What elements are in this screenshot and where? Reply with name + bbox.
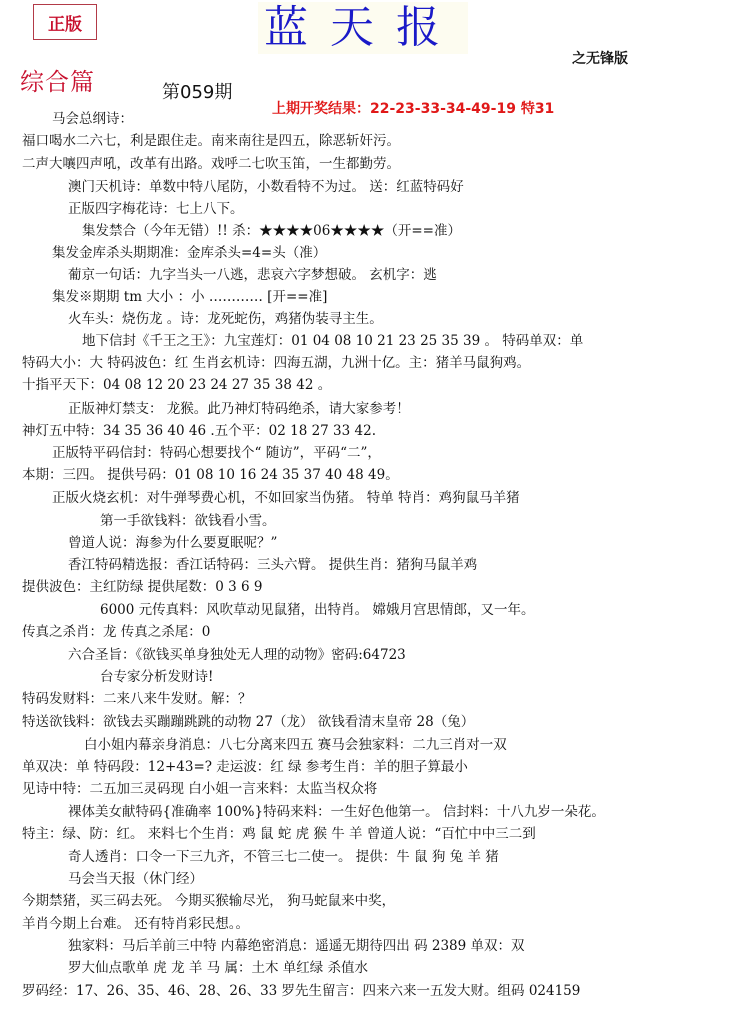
text-line: 白小姐内幕亲身消息：八七分离来四五 赛马会独家料：二九三肖对一双 bbox=[84, 737, 507, 753]
text-line: 正版火烧玄机：对牛弹琴费心机，不如回家当伪猪。 特单 特肖：鸡狗鼠马羊猪 bbox=[52, 490, 520, 506]
text-line: 本期：三四。 提供号码：01 08 10 16 24 35 37 40 48 49。 bbox=[22, 467, 399, 483]
section-title: 综合篇 bbox=[20, 68, 95, 96]
text-line: 神灯五中特：34 35 36 40 46 .五个平：02 18 27 33 42. bbox=[22, 423, 376, 439]
text-line: 正版特平码信封：特码心想要找个“ 随访”，平码“二”， bbox=[52, 445, 381, 461]
last-draw-result: 上期开奖结果：22-23-33-34-49-19 特31 bbox=[272, 101, 555, 117]
text-line: 二声大嚷四声吼，改革有出路。戏呼二七吹玉笛，一生都勤劳。 bbox=[22, 156, 400, 172]
text-line: 羊肖今期上台难。 还有特肖彩民想。。 bbox=[22, 916, 250, 932]
text-line: 单双决：单 特码段：12+43=? 走运波：红 绿 参考生肖：羊的胆子算最小 bbox=[22, 759, 468, 775]
text-line: 葡京一句话：九字当头一八逃，悲哀六字梦想破。 玄机字：逃 bbox=[68, 267, 437, 283]
text-line: 地下信封《千王之王》：九宝莲灯：01 04 08 10 21 23 25 35 39 。 特码单双：单 bbox=[82, 333, 584, 349]
text-line: 特码大小：大 特码波色：红 生肖玄机诗：四海五湖，九洲十亿。主：猪羊马鼠狗鸡。 bbox=[22, 355, 531, 371]
text-line: 马会总纲诗： bbox=[52, 111, 133, 127]
text-line: 特主：绿、防：红。 来料七个生肖：鸡 鼠 蛇 虎 猴 牛 羊 曾道人说：“百忙中中三二到 bbox=[22, 826, 536, 842]
authentic-stamp: 正版 bbox=[33, 4, 97, 40]
text-line: 奇人透肖：口令一下三九齐，不管三七二使一。 提供：牛 鼠 狗 兔 羊 猪 bbox=[68, 849, 499, 865]
text-line: 今期禁猪，买三码去死。 今期买猴输尽光， 狗马蛇鼠来中奖， bbox=[22, 893, 396, 909]
text-line: 香江特码精选报：香江话特码：三头六臂。 提供生肖：猪狗马鼠羊鸡 bbox=[68, 557, 478, 573]
text-line: 曾道人说：海参为什么要夏眠呢？” bbox=[68, 535, 278, 551]
text-line: 台专家分析发财诗! bbox=[100, 669, 214, 685]
text-line: 福口喝水二六七，利是跟住走。南来南往是四五，除恶斩奸污。 bbox=[22, 133, 400, 149]
text-line: 集发禁合（今年无错）!! 杀：★★★★06★★★★（开==准） bbox=[82, 223, 461, 239]
text-line: 十指平天下：04 08 12 20 23 24 27 35 38 42 。 bbox=[22, 377, 332, 393]
text-line: 第一手欲钱料：欲钱看小雪。 bbox=[100, 513, 276, 529]
text-line: 6000 元传真料：风吹草动见鼠猪，出特肖。 嫦娥月宫思情郎，又一年。 bbox=[100, 602, 535, 618]
text-line: 澳门天机诗：单数中特八尾防，小数看特不为过。 送：红蓝特码好 bbox=[68, 179, 464, 195]
text-line: 特送欲钱料：欲钱去买蹦蹦跳跳的动物 27（龙） 欲钱看清末皇帝 28（兔） bbox=[22, 714, 475, 730]
text-line: 罗大仙点歌单 虎 龙 羊 马 属：土木 单红绿 杀值水 bbox=[68, 960, 369, 976]
text-line: 正版神灯禁支： 龙猴。此乃神灯特码绝杀，请大家参考！ bbox=[68, 401, 410, 417]
text-line: 集发金库杀头期期准：金库杀头=4=头（准） bbox=[52, 245, 327, 261]
text-line: 见诗中特：二五加三灵码现 白小姐一言来料：太监当权众将 bbox=[22, 781, 378, 797]
newspaper-title: 蓝天报 bbox=[258, 2, 468, 54]
text-line: 特码发财料：二来八来牛发财。解：？ bbox=[22, 691, 252, 707]
text-line: 传真之杀肖：龙 传真之杀尾：0 bbox=[22, 624, 211, 640]
text-line: 六合圣旨：《欲钱买单身独处无人理的动物》密码:64723 bbox=[68, 647, 406, 663]
text-line: 独家料：马后羊前三中特 内幕绝密消息：遥遥无期待四出 码 2389 单双：双 bbox=[68, 938, 525, 954]
text-line: 正版四字梅花诗：七上八下。 bbox=[68, 201, 244, 217]
issue-number: 第059期 bbox=[162, 82, 233, 103]
text-line: 裸体美女献特码{准确率 100%}特码来料：一生好色他第一。 信封料：十八九岁一朵花。 bbox=[68, 804, 605, 820]
text-line: 集发※期期 tm 大小 ：小 ………… [开==准] bbox=[52, 289, 328, 305]
edition-label: 之无锋版 bbox=[572, 51, 628, 67]
text-line: 火车头：烧伤龙 。诗：龙死蛇伤，鸡猪伪装寻主生。 bbox=[68, 311, 383, 327]
text-line: 提供波色：主红防绿 提供尾数：0 3 6 9 bbox=[22, 579, 263, 595]
text-line: 马会当天报（休门经） bbox=[68, 871, 203, 887]
text-line: 罗码经：17、26、35、46、28、26、33 罗先生留言：四来六来一五发大财。组码 024159 bbox=[22, 983, 581, 999]
